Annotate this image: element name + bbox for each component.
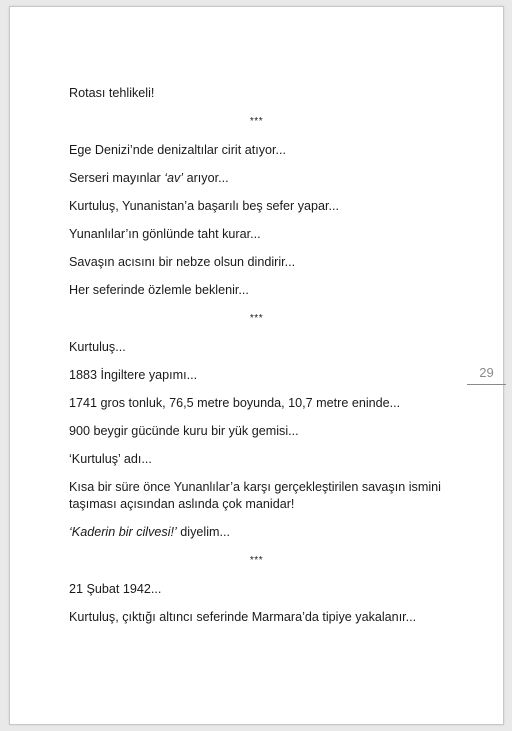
paragraph: Kurtuluş... (69, 340, 126, 354)
paragraph: Rotası tehlikeli! (69, 86, 155, 100)
paragraph: 900 beygir gücünde kuru bir yük gemisi... (69, 424, 299, 438)
document-page (9, 6, 504, 725)
paragraph: Ege Denizi’nde denizaltılar cirit atıyor... (69, 143, 286, 157)
paragraph: Serseri mayınlar ‘av’ arıyor... (69, 171, 229, 185)
page-number: 29 (467, 364, 506, 385)
italic-text: ‘Kaderin bir cilvesi!’ (69, 525, 177, 539)
section-separator: *** (249, 116, 264, 127)
paragraph: 1883 İngiltere yapımı... (69, 368, 198, 382)
section-separator: *** (249, 555, 264, 566)
paragraph: 21 Şubat 1942... (69, 582, 162, 596)
section-separator: *** (249, 313, 264, 324)
paragraph: Kurtuluş, çıktığı altıncı seferinde Marmara’da tipiye yakalanır... (69, 610, 417, 624)
paragraph: Yunanlılar’ın gönlünde taht kurar... (69, 227, 261, 241)
page-body (69, 85, 444, 637)
paragraph: ‘Kurtuluş’ adı... (69, 452, 152, 466)
paragraph: Kısa bir süre önce Yunanlılar’a karşı gerçekleştirilen savaşın ismini taşıması açısından aslında çok manidar! (69, 480, 441, 511)
paragraph: ‘Kaderin bir cilvesi!’ diyelim... (69, 525, 230, 539)
paragraph: Kurtuluş, Yunanistan’a başarılı beş sefer yapar... (69, 199, 339, 213)
italic-text: ‘av’ (164, 171, 184, 185)
paragraph: 1741 gros tonluk, 76,5 metre boyunda, 10,7 metre eninde... (69, 396, 401, 410)
paragraph: Her seferinde özlemle beklenir... (69, 283, 249, 297)
paragraph: Savaşın acısını bir nebze olsun dindirir... (69, 255, 296, 269)
